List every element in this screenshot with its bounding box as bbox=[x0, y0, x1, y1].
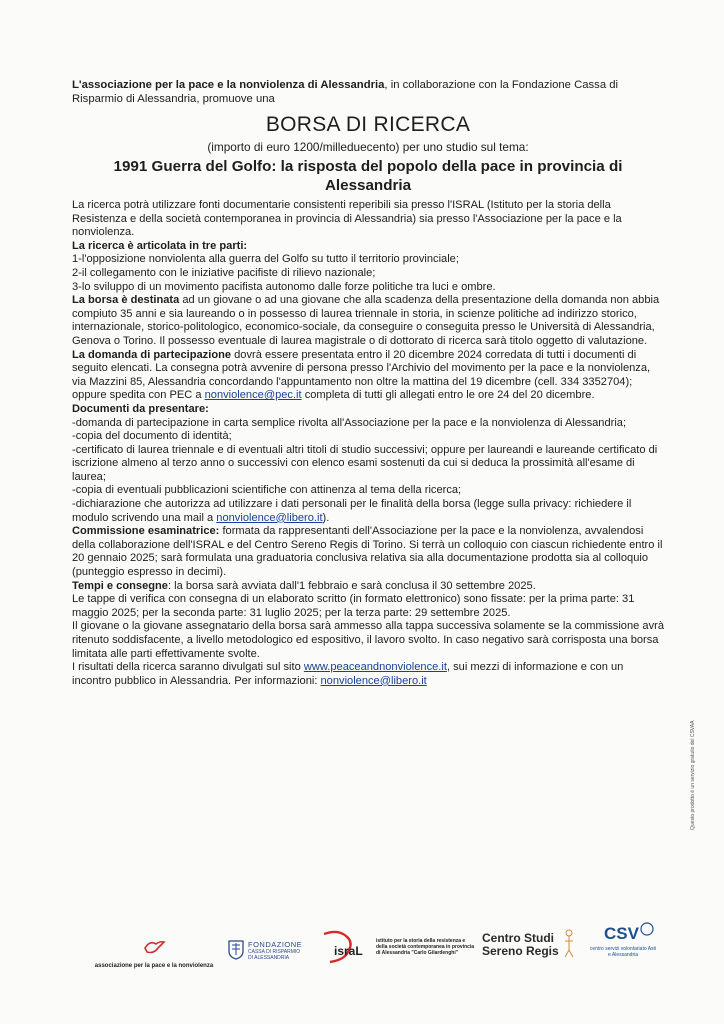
part-item: 3-lo sviluppo di un movimento pacifista autonomo dalle forze politiche tra luci e ombre. bbox=[72, 280, 496, 293]
document-title: BORSA DI RICERCA bbox=[265, 113, 471, 136]
csv-badge-icon bbox=[640, 922, 654, 936]
application-heading: La domanda di partecipazione bbox=[72, 348, 232, 361]
isral-word: israL bbox=[334, 944, 363, 958]
privacy-item bbox=[72, 498, 664, 525]
logo-fondazione bbox=[228, 940, 318, 968]
pec-email-link[interactable]: nonviolence@pec.it bbox=[204, 389, 302, 402]
commission-heading: Commissione esaminatrice: bbox=[72, 525, 220, 538]
info-email-link[interactable]: nonviolence@libero.it bbox=[320, 674, 427, 687]
document-item: -certificato di laurea triennale e di eventuali altri titoli di studio successivi; oppure per laureandi e laureande certificato di iscrizione almeno al terzo anno o successivi con elenco esami sostenuti da cui si deduca la prossimità all'esame di laurea; bbox=[72, 443, 658, 483]
commission-text: formata da rappresentanti dell'Associazione per la pace e la nonviolenza, avvalendosi della collaborazione dell'ISRAL e del Centro Sereno Regis di Torino. Si terrà un colloquio con ciascun richiedente entro il 20 gennaio 2025; sarà formulata una graduatoria conclusiva relativa sia alla documentazione prodotta sia al colloquio (punteggio espresso in decimi). bbox=[72, 525, 663, 579]
logo-associazione bbox=[74, 938, 234, 970]
privacy-end: ). bbox=[322, 511, 330, 524]
evaluation-paragraph: Il giovane o la giovane assegnatario della borsa sarà ammesso alla tappa successiva solamente se la commissione avrà ritenuto soddisfacente, a livello metodologico ed espositivo, il lavoro svolto. In caso negativo sarà corrisposta una borsa limitata alle parti effettivamente svolte. bbox=[72, 620, 664, 660]
timing-heading: Tempi e consegne bbox=[72, 579, 168, 592]
application-text: dovrà essere presentata entro il 20 dicembre 2024 corredata di tutti i documenti di seguito elencati. La consegna potrà avvenire di persona presso l'Archivio del movimento per la pace e la nonviolenza, via Mazzini 85, Alessandria concordando l'appuntamento non oltre la mattina del 19 dicembre (cell. 334 3352704); oppure spedita con PEC a bbox=[72, 348, 651, 402]
document-item: -domanda di partecipazione in carta semplice rivolta all'Associazione per la pace e la nonviolenza di Alessandria; bbox=[72, 416, 627, 429]
milestones-paragraph: Le tappe di verifica con consegna di un elaborato scritto (in formato elettronico) sono fissate: per la prima parte: 31 maggio 2025; per la seconda parte: 31 luglio 2025; per la terza parte: 29 settembre 2025. bbox=[72, 593, 635, 619]
documents-heading: Documenti da presentare: bbox=[72, 402, 209, 415]
isral-text: istituto per la storia della resistenza e della società contemporanea in provincia di Alessandria "Carlo Gilardenghi" bbox=[376, 938, 475, 956]
sereno-regis-line2: Sereno Regis bbox=[482, 944, 559, 958]
document-subtitle: (importo di euro 1200/milleduecento) per uno studio sul tema: bbox=[207, 140, 529, 154]
csv-text: centro servizi volontariato Asti e Alessandria bbox=[589, 946, 657, 958]
sereno-regis-figure-icon bbox=[562, 928, 576, 958]
intro-rest: , in collaborazione con la Fondazione Cassa di Risparmio di Alessandria, promuove una bbox=[72, 79, 619, 105]
privacy-text: -dichiarazione che autorizza ad utilizzare i dati personali per le finalità della borsa (legge sulla privacy: richiedere il modulo scrivendo una mail a bbox=[72, 498, 632, 524]
eligibility-text: ad un giovane o ad una giovane che alla scadenza della presentazione della domanda non abbia compiuto 35 anni e sia laureando o in possesso di laurea triennale in storia, in scienze politiche ad indirizzo storico, internazionale, storico-politologico, economico-sociale, da conseguire o conseguita presso le Università di Alessandria, Genova o Torino. Il possesso eventuale di laurea magistrale o di dottorato di ricerca sarà titolo oggetto di valutazione. bbox=[72, 294, 660, 347]
fondazione-text: FONDAZIONE CASSA DI RISPARMIO DI ALESSANDRIA bbox=[248, 940, 303, 961]
application-paragraph bbox=[72, 349, 664, 403]
sources-paragraph: La ricerca potrà utilizzare fonti documentarie consistenti reperibili sia presso l'ISRAL (Istituto per la storia della Resistenza e della società contemporanea in provincia di Alessandria) sia presso l'Associazione per la pace e la nonviolenza. bbox=[72, 199, 622, 239]
timing-paragraph bbox=[72, 580, 664, 594]
results-text: I risultati della ricerca saranno divulgati sul sito bbox=[72, 661, 304, 674]
application-text-end: completa di tutti gli allegati entro le ore 24 del 20 dicembre. bbox=[301, 389, 595, 402]
research-topic: 1991 Guerra del Golfo: la risposta del popolo della pace in provincia di Alessandria bbox=[113, 158, 623, 194]
privacy-email-link[interactable]: nonviolence@libero.it bbox=[216, 511, 323, 524]
results-paragraph bbox=[72, 661, 664, 688]
sereno-regis-line1: Centro Studi bbox=[482, 931, 554, 945]
website-link[interactable]: www.peaceandnonviolence.it bbox=[303, 661, 447, 674]
logo-sereno-regis bbox=[482, 932, 572, 958]
side-note: Questo prodotto è un servizio gratuito del CSVAA bbox=[690, 720, 696, 830]
intro-paragraph bbox=[72, 78, 664, 106]
eligibility-paragraph bbox=[72, 294, 664, 348]
document-item: -copia di eventuali pubblicazioni scientifiche con attinenza al tema della ricerca; bbox=[72, 484, 462, 497]
intro-org-name: L'associazione per la pace e la nonviolenza di Alessandria bbox=[72, 79, 385, 91]
parts-heading: La ricerca è articolata in tre parti: bbox=[72, 239, 248, 252]
results-text-mid: , sui mezzi di informazione e con un incontro pubblico in Alessandria. Per informazioni: bbox=[72, 661, 624, 687]
csv-word: CSV bbox=[604, 924, 639, 943]
commission-paragraph bbox=[72, 525, 664, 579]
document-body bbox=[72, 78, 664, 688]
logo-associazione-text: associazione per la pace e la nonviolenza bbox=[94, 963, 214, 969]
eligibility-heading: La borsa è destinata bbox=[72, 294, 180, 307]
part-item: 1-l'opposizione nonviolenta alla guerra del Golfo su tutto il territorio provinciale; bbox=[72, 253, 459, 266]
dove-icon bbox=[142, 938, 166, 956]
document-item: -copia del documento di identità; bbox=[72, 430, 232, 443]
timing-text: : la borsa sarà avviata dall'1 febbraio e sarà conclusa il 30 settembre 2025. bbox=[167, 579, 536, 592]
fondazione-emblem-icon bbox=[228, 940, 244, 960]
logo-csv bbox=[588, 924, 668, 958]
logo-isral bbox=[318, 928, 488, 972]
footer-logos bbox=[60, 920, 660, 980]
part-item: 2-il collegamento con le iniziative pacifiste di rilievo nazionale; bbox=[72, 266, 376, 279]
